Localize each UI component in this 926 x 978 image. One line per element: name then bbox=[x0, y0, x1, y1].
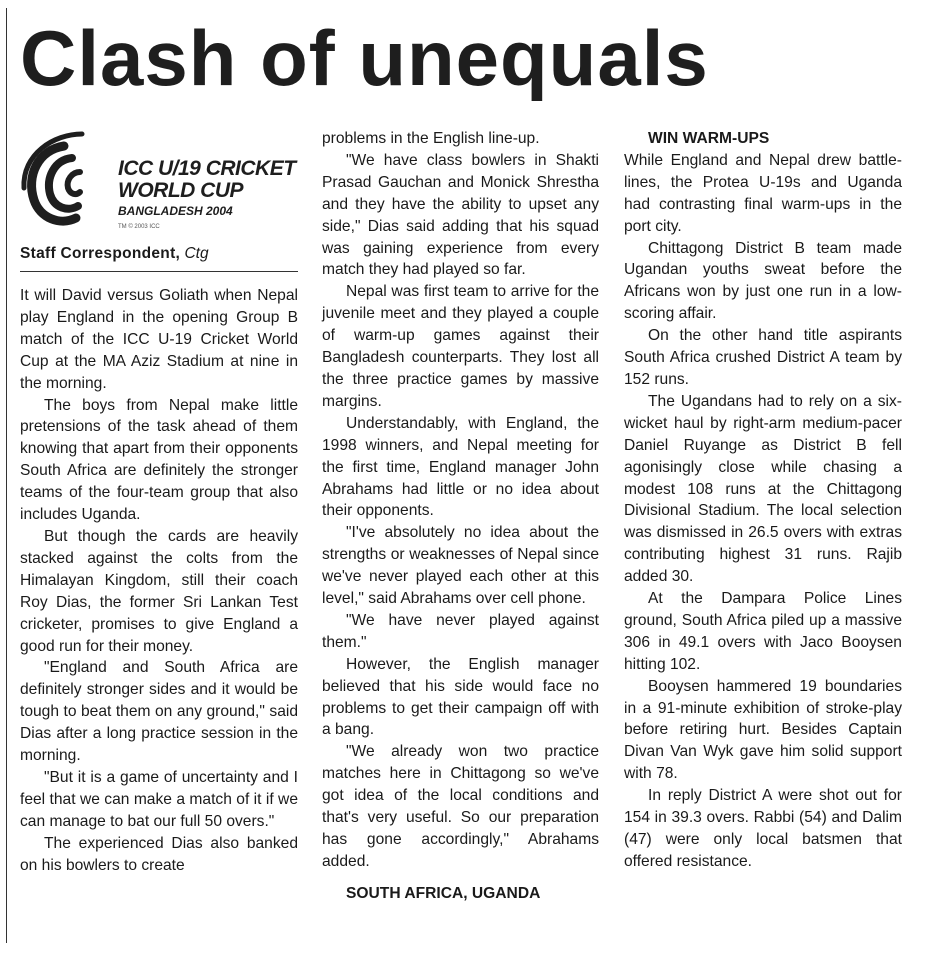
paragraph: "We have never played against them." bbox=[322, 611, 599, 651]
article-column-3 bbox=[624, 128, 902, 873]
paragraph: The experienced Dias also banked on his bowlers to create bbox=[20, 834, 298, 874]
paragraph: The boys from Nepal make little pretensions of the task ahead of them knowing that apart from their opponents South Africa are definitely the stronger teams of the four-team group that also includes Uganda. bbox=[20, 396, 298, 524]
paragraph: But though the cards are heavily stacked against the colts from the Himalayan Kingdom, still their coach Roy Dias, the former Sri Lankan Test cricketer, promises to give England a good run for their money. bbox=[20, 527, 298, 655]
left-column-rule bbox=[6, 8, 7, 943]
paragraph: Understandably, with England, the 1998 winners, and Nepal meeting for the first time, England manager John Abrahams had little or no idea about their opponents. bbox=[322, 414, 599, 520]
paragraph: "I've absolutely no idea about the strengths or weaknesses of Nepal since we've never played each other at this level," said Abrahams over cell phone. bbox=[322, 524, 599, 608]
paragraph: "But it is a game of uncertainty and I feel that we can make a match of it if we can manage to bat our full 50 overs." bbox=[20, 768, 298, 830]
paragraph: At the Dampara Police Lines ground, South Africa piled up a massive 306 in 49.1 overs with Jaco Booysen hitting 102. bbox=[624, 590, 902, 673]
byline-name: Staff Correspondent, bbox=[20, 245, 181, 262]
paragraph: Booysen hammered 19 boundaries in a 91-minute exhibition of stroke-play before retiring hurt. Besides Captain Divan Van Wyk gave him solid support with 78. bbox=[624, 677, 902, 783]
byline-place: Ctg bbox=[184, 245, 209, 262]
byline bbox=[20, 245, 298, 263]
paragraph: On the other hand title aspirants South Africa crushed District A team by 152 runs. bbox=[624, 327, 902, 388]
byline-rule bbox=[20, 271, 298, 272]
paragraph: problems in the English line-up. bbox=[322, 130, 540, 147]
paragraph: "We already won two practice matches here in Chittagong so we've got idea of the local conditions and that's very useful. So our preparation has gone accordingly," Abrahams added. bbox=[322, 743, 599, 870]
paragraph: In reply District A were shot out for 154 in 39.3 overs. Rabbi (54) and Dalim (47) were only local batsmen that offered resistance. bbox=[624, 787, 902, 870]
logo-line-2: WORLD CUP bbox=[118, 179, 243, 202]
logo-trademark: TM © 2003 ICC bbox=[118, 224, 160, 230]
article-column-2 bbox=[322, 128, 599, 905]
paragraph: While England and Nepal drew battle-lines, the Protea U-19s and Uganda had contrasting final warm-ups in the port city. bbox=[624, 151, 902, 235]
logo-line-3: BANGLADESH 2004 bbox=[118, 204, 233, 218]
paragraph: The Ugandans had to rely on a six-wicket haul by right-arm medium-pacer Daniel Ruyange as District B fell agonisingly close while chasing a modest 108 runs at the Chittagong Divisional Stadium. The local selection was dismissed in 26.5 overs with extras contributing highest 31 runs. Rajib added 30. bbox=[624, 392, 902, 586]
subheading: SOUTH AFRICA, UGANDA bbox=[346, 884, 541, 902]
logo-line-1: ICC U/19 CRICKET bbox=[118, 157, 296, 180]
icc-logo bbox=[20, 128, 298, 236]
headline: Clash of unequals bbox=[20, 14, 709, 102]
swirl-logo-icon bbox=[20, 128, 116, 236]
paragraph: It will David versus Goliath when Nepal play England in the opening Group B match of the ICC U-19 Cricket World Cup at the MA Aziz Stadium at nine in the morning. bbox=[20, 287, 298, 392]
paragraph: Chittagong District B team made Ugandan youths sweat before the Africans won by just one run in a low-scoring affair. bbox=[624, 239, 902, 323]
paragraph: "England and South Africa are definitely stronger sides and it would be tough to beat them on any ground," said Dias after a long practice session in the morning. bbox=[20, 659, 298, 765]
subheading: WIN WARM-UPS bbox=[648, 130, 770, 147]
paragraph: However, the English manager believed that his side would face no problems to get their campaign off with a bang. bbox=[322, 655, 599, 739]
paragraph: Nepal was first team to arrive for the juvenile meet and they played a couple of warm-up games against their Bangladesh counterparts. They lost all the three practice games by massive margins. bbox=[322, 283, 599, 410]
article-column-1 bbox=[20, 285, 298, 876]
logo-wordmark bbox=[118, 158, 296, 220]
paragraph: "We have class bowlers in Shakti Prasad Gauchan and Monick Shrestha and they have the ability to upset any side," Dias said adding that his squad was gaining experience from every match they had played so far. bbox=[322, 151, 599, 279]
